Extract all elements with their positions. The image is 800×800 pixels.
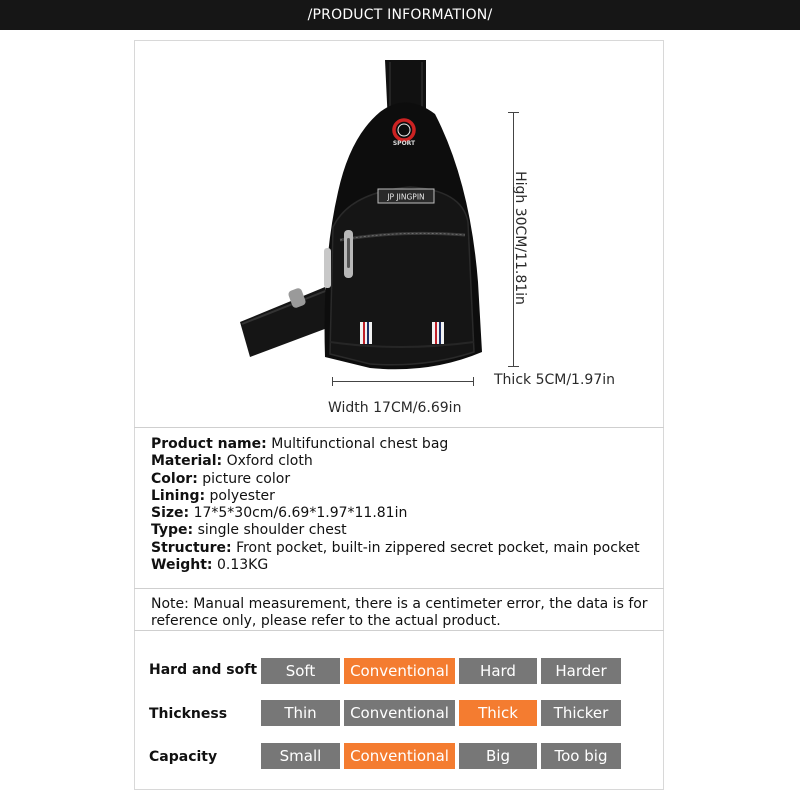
spec-label: Color:	[151, 470, 198, 487]
spec-value: single shoulder chest	[197, 522, 347, 539]
attribute-label-hardness: Hard and soft	[149, 662, 258, 678]
spec-value: polyester	[209, 487, 275, 504]
divider	[134, 588, 664, 589]
option-conventional[interactable]: Conventional	[344, 700, 455, 726]
height-dimension: High 30CM/11.81in	[512, 171, 528, 305]
thickness-dimension: Thick 5CM/1.97in	[494, 372, 615, 388]
measure-tick	[332, 377, 333, 386]
spec-value: 17*5*30cm/6.69*1.97*11.81in	[193, 505, 408, 522]
spec-row	[151, 436, 640, 453]
measure-tick	[473, 377, 474, 386]
spec-value: Front pocket, built-in zippered secret pocket, main pocket	[236, 539, 640, 556]
option-hard[interactable]: Hard	[459, 658, 537, 684]
strap	[240, 287, 330, 357]
header-title: /PRODUCT INFORMATION/	[307, 7, 493, 23]
spec-list	[151, 436, 640, 574]
spec-row	[151, 522, 640, 539]
product-image	[230, 52, 530, 422]
header-banner	[0, 0, 800, 30]
svg-text:SPORT: SPORT	[392, 140, 416, 147]
option-conventional[interactable]: Conventional	[344, 743, 455, 769]
attribute-label-thickness: Thickness	[149, 706, 228, 722]
option-big[interactable]: Big	[459, 743, 537, 769]
stripe-tab-right	[432, 322, 444, 344]
option-thicker[interactable]: Thicker	[541, 700, 621, 726]
spec-value: 0.13KG	[216, 557, 269, 574]
svg-text:JP JINGPIN: JP JINGPIN	[387, 192, 425, 202]
spec-label: Type:	[151, 522, 194, 539]
width-dimension: Width 17CM/6.69in	[328, 400, 462, 416]
spec-row	[151, 505, 640, 522]
stripe-tab-left	[360, 322, 372, 344]
spec-label: Lining:	[151, 487, 206, 504]
divider	[134, 630, 664, 631]
option-too-big[interactable]: Too big	[541, 743, 621, 769]
spec-label: Structure:	[151, 539, 232, 556]
option-conventional[interactable]: Conventional	[344, 658, 455, 684]
spec-label: Size:	[151, 505, 190, 522]
option-thin[interactable]: Thin	[261, 700, 340, 726]
spec-value: picture color	[202, 470, 291, 487]
attribute-label-capacity: Capacity	[149, 749, 218, 765]
width-measure-line	[332, 381, 474, 382]
spec-value: Oxford cloth	[226, 453, 313, 470]
measurement-note: Note: Manual measurement, there is a centimeter error, the data is for reference only, please refer to the actual product.	[151, 596, 648, 629]
divider	[134, 427, 664, 428]
spec-row	[151, 488, 640, 505]
spec-label: Weight:	[151, 557, 213, 574]
option-thick[interactable]: Thick	[459, 700, 537, 726]
measure-tick	[508, 112, 519, 113]
option-harder[interactable]: Harder	[541, 658, 621, 684]
spec-label: Material:	[151, 453, 223, 470]
spec-row	[151, 540, 640, 557]
spec-value: Multifunctional chest bag	[271, 436, 449, 452]
option-soft[interactable]: Soft	[261, 658, 340, 684]
spec-row	[151, 557, 640, 574]
option-small[interactable]: Small	[261, 743, 340, 769]
spec-row	[151, 471, 640, 488]
measure-tick	[508, 366, 519, 367]
spec-label: Product name:	[151, 436, 267, 452]
spec-row	[151, 453, 640, 470]
